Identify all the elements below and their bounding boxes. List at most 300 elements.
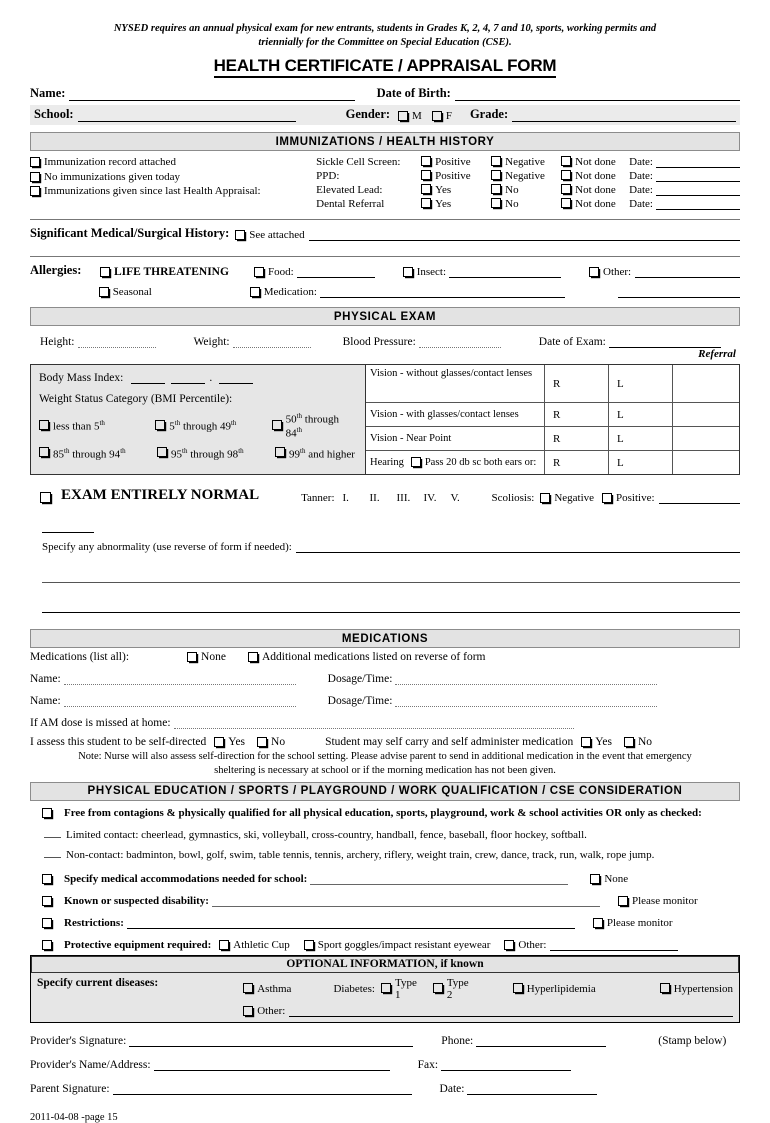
intro-line-2: triennially for the Committee on Special Education (CSE). (258, 37, 512, 49)
parent-date-input[interactable] (467, 1082, 597, 1095)
yes-checkbox[interactable] (421, 184, 431, 194)
screening-label: PPD: (316, 170, 340, 183)
self-directed-yes-checkbox[interactable] (214, 737, 224, 747)
medications-section-header: MEDICATIONS (30, 629, 740, 648)
disability-label: Known or suspected disability: (64, 894, 209, 907)
type2-label: Type 2 (446, 976, 469, 1001)
tanner-stage-3[interactable]: III. (396, 492, 411, 505)
abnormality-line-2 (30, 570, 740, 583)
type1-checkbox[interactable] (381, 983, 391, 993)
limited-contact-blank[interactable] (44, 827, 61, 838)
exam-normal-checkbox[interactable] (40, 492, 51, 503)
fax-label: Fax: (417, 1058, 439, 1071)
hearing-referral-cell[interactable] (672, 451, 739, 474)
pct-85-94-checkbox[interactable] (39, 447, 49, 457)
food-checkbox[interactable] (254, 267, 264, 277)
med-name-label: Name: (30, 673, 61, 686)
abnormality-input-1[interactable] (296, 539, 740, 553)
other-allergy-input[interactable] (635, 264, 740, 278)
exam-date-input[interactable] (609, 335, 721, 348)
hyperlipidemia-label: Hyperlipidemia (526, 982, 596, 995)
other-allergy-checkbox[interactable] (589, 267, 599, 277)
bmi-input-3[interactable] (219, 371, 253, 384)
provider-name-input[interactable] (154, 1058, 390, 1071)
insect-checkbox[interactable] (403, 267, 413, 277)
screening-option[interactable] (561, 156, 629, 168)
other-allergy-label: Other: (603, 266, 632, 279)
percentile-label: 50th through 84th (285, 412, 340, 440)
self-carry-no-checkbox[interactable] (624, 737, 634, 747)
tanner-label: Tanner: (301, 492, 335, 505)
notdone-checkbox[interactable] (561, 156, 571, 166)
goggles-label: Sport goggles/impact resistant eyewear (317, 938, 491, 951)
allergies-label: Allergies: (30, 263, 82, 278)
date-input[interactable] (656, 198, 740, 210)
percentile-label: 95th through 98th (171, 446, 244, 461)
disability-monitor-label: Please monitor (631, 894, 698, 907)
vision-hearing-table (366, 365, 739, 474)
diseases-options-row-2 (243, 1003, 733, 1017)
self-carry-yes-checkbox[interactable] (581, 737, 591, 747)
weight-label: Weight: (193, 336, 230, 349)
bmi-row (39, 371, 357, 384)
restrictions-label: Restrictions: (64, 916, 124, 929)
medications-list-label: Medications (list all): (30, 651, 130, 664)
footer-text: 2011-04-08 -page 15 (30, 1111, 118, 1123)
date-input[interactable] (656, 170, 740, 182)
gender-label: Gender: (345, 107, 391, 122)
parent-signature-input[interactable] (113, 1082, 412, 1095)
disability-checkbox[interactable] (42, 896, 52, 906)
screening-option[interactable] (491, 156, 561, 168)
option-label: Negative (505, 156, 545, 169)
none-given-checkbox[interactable] (30, 172, 40, 182)
self-directed-no-checkbox[interactable] (257, 737, 267, 747)
restrictions-row (30, 916, 740, 929)
food-label: Food: (268, 266, 294, 279)
hypertension-checkbox[interactable] (660, 983, 670, 993)
date-label: Date: (629, 198, 653, 211)
percentile-label: 85th through 94th (53, 446, 126, 461)
no-label: No (637, 736, 653, 749)
dob-label: Date of Birth: (376, 86, 451, 101)
intro-line-1: NYSED requires an annual physical exam for new entrants, students in Grades K, 2, 4, 7 and 10, sports, working permits and (113, 23, 657, 34)
free-from-checkbox[interactable] (42, 808, 52, 818)
bmi-label: Body Mass Index: (39, 372, 124, 385)
screening-option[interactable] (491, 170, 561, 182)
disability-row (30, 894, 740, 907)
name-input[interactable] (69, 87, 354, 101)
vision-left-cell[interactable]: L (608, 427, 672, 450)
non-contact-blank[interactable] (44, 847, 61, 858)
medications-note (30, 750, 740, 777)
disability-input[interactable] (212, 894, 600, 907)
table-row (366, 427, 739, 451)
scoliosis-positive-checkbox[interactable] (602, 493, 612, 503)
pct-99-checkbox[interactable] (275, 447, 285, 457)
dob-input[interactable] (455, 87, 740, 101)
am-dose-row (30, 716, 740, 729)
medication-allergy-checkbox[interactable] (250, 287, 260, 297)
gender-male-label: M (412, 110, 422, 123)
med-name-input-1[interactable] (64, 672, 296, 685)
notdone-checkbox[interactable] (561, 198, 571, 208)
date-label: Date: (629, 156, 653, 169)
optional-section-header: OPTIONAL INFORMATION, if known (31, 956, 739, 973)
pct-95-98-checkbox[interactable] (157, 447, 167, 457)
accommodations-input[interactable] (310, 872, 568, 885)
protective-checkbox[interactable] (42, 940, 52, 950)
bmi-panel (31, 365, 366, 474)
insect-label: Insect: (416, 266, 447, 279)
medications-top-row (30, 651, 740, 663)
meds-none-label: None (201, 651, 226, 664)
abnormality-input-3[interactable] (42, 600, 740, 613)
medication-allergy-label: Medication: (263, 286, 317, 299)
disease-other-input[interactable] (289, 1003, 733, 1017)
option-label: Yes (435, 198, 452, 211)
medication-allergy-input-2[interactable] (618, 285, 740, 298)
accommodations-none-label: None (604, 872, 629, 885)
disability-monitor-checkbox[interactable] (618, 896, 628, 906)
vision-referral-cell[interactable] (672, 427, 739, 450)
note-line-1: Note: Nurse will also assess self-direction for the school setting. Please advise parent to send in additional medication in the event that emergency sheltering is (78, 751, 692, 776)
note-line-2: necessary at school or if the morning medication has not been given. (267, 764, 556, 776)
name-row (30, 86, 740, 101)
no-checkbox[interactable] (491, 184, 501, 194)
screening-option[interactable] (561, 198, 629, 210)
negative-checkbox[interactable] (491, 156, 501, 166)
hearing-pass-checkbox[interactable] (411, 457, 421, 467)
abnormality-continuation[interactable] (42, 520, 94, 533)
immunizations-body (30, 156, 740, 212)
screening-option[interactable] (421, 170, 491, 182)
date-label: Date: (629, 170, 653, 183)
abnormality-line-3 (30, 600, 740, 613)
yes-checkbox[interactable] (421, 198, 431, 208)
percentile-row-1 (39, 412, 357, 439)
abnormality-input-2[interactable] (42, 570, 740, 583)
measurements-row (30, 335, 740, 348)
self-direction-row (30, 736, 740, 748)
accommodations-checkbox[interactable] (42, 874, 52, 884)
accommodations-label: Specify medical accommodations needed for school: (64, 872, 308, 885)
diseases-options-row-1 (243, 977, 733, 1001)
divider (30, 256, 740, 257)
see-attached-checkbox[interactable] (235, 230, 245, 240)
table-row (316, 198, 740, 210)
immunization-item-label: No immunizations given today (44, 170, 180, 183)
asthma-checkbox[interactable] (243, 983, 253, 993)
athletic-cup-checkbox[interactable] (219, 940, 229, 950)
provider-signature-row (30, 1034, 740, 1047)
positive-checkbox[interactable] (421, 170, 431, 180)
percentile-option[interactable] (272, 412, 357, 439)
bmi-input-1[interactable] (131, 371, 165, 384)
height-input[interactable] (78, 335, 156, 348)
screening-label: Sickle Cell Screen: (316, 156, 401, 169)
tanner-stages[interactable] (343, 492, 478, 504)
table-row (366, 365, 739, 403)
screening-option[interactable] (421, 156, 491, 168)
tanner-stage-4[interactable]: IV. (423, 492, 437, 505)
notdone-checkbox[interactable] (561, 184, 571, 194)
immunizations-section-header: IMMUNIZATIONS / HEALTH HISTORY (30, 132, 740, 151)
referral-label: Referral (698, 348, 736, 361)
vision-right-cell[interactable]: R (544, 403, 608, 426)
provider-signature-input[interactable] (129, 1034, 413, 1047)
screening-option[interactable] (491, 198, 561, 210)
hearing-label: Hearing (370, 457, 404, 469)
meds-additional-label: Additional medications listed on reverse of form (261, 651, 486, 664)
med-dosage-input-1[interactable] (395, 672, 657, 685)
am-dose-label: If AM dose is missed at home: (30, 717, 171, 730)
hyperlipidemia-checkbox[interactable] (513, 983, 523, 993)
hypertension-label: Hypertension (673, 982, 733, 995)
seasonal-checkbox[interactable] (99, 287, 109, 297)
see-attached-label: See attached (249, 229, 305, 242)
free-from-label: Free from contagions & physically qualified for all physical education, sports, playground, work & school activities OR only as checked: (64, 806, 702, 819)
hearing-pass-label: Pass 20 db sc both ears or: (424, 457, 537, 469)
medication-row-2 (30, 694, 740, 707)
date-label: Date: (629, 184, 653, 197)
hearing-right-cell[interactable]: R (544, 451, 608, 474)
am-dose-input[interactable] (174, 716, 574, 729)
percentile-option[interactable] (275, 447, 355, 461)
immunization-item-label: Immunization record attached (44, 156, 176, 169)
diseases-options (243, 977, 733, 1017)
vision-right-cell[interactable]: R (544, 365, 608, 402)
provider-name-label: Provider's Name/Address: (30, 1058, 151, 1071)
vision-desc: Vision - Near Point (370, 433, 452, 445)
pct-5-49-checkbox[interactable] (155, 420, 165, 430)
given-since-checkbox[interactable] (30, 186, 40, 196)
med-name-input-2[interactable] (64, 694, 296, 707)
diseases-label: Specify current diseases: (37, 976, 159, 989)
grade-label: Grade: (469, 107, 509, 122)
stamp-label: (Stamp below) (658, 1034, 727, 1047)
optional-info-box (30, 955, 740, 1023)
tanner-stage-2[interactable]: II. (369, 492, 380, 505)
fax-input[interactable] (441, 1058, 571, 1071)
option-label: Not done (575, 170, 616, 183)
med-dosage-label: Dosage/Time: (327, 695, 393, 708)
allergies-row-2 (30, 285, 740, 298)
exam-normal-label: EXAM ENTIRELY NORMAL (61, 487, 260, 504)
weight-status-label: Weight Status Category (BMI Percentile): (39, 393, 233, 406)
grade-input[interactable] (512, 108, 736, 122)
diseases-row (31, 973, 739, 1022)
parent-signature-row (30, 1082, 740, 1095)
self-directed-label: I assess this student to be self-directed (30, 736, 207, 749)
restrictions-monitor-label: Please monitor (606, 916, 673, 929)
option-label: No (505, 198, 519, 211)
vision-desc: Vision - without glasses/contact lenses (370, 368, 533, 380)
percentile-row-2 (39, 447, 357, 461)
protective-other-label: Other: (518, 938, 547, 951)
option-label: Negative (505, 170, 545, 183)
bp-label: Blood Pressure: (342, 336, 416, 349)
exam-table (30, 364, 740, 475)
percentile-label: 5th through 49th (169, 419, 237, 433)
immunization-item-label: Immunizations given since last Health Appraisal: (44, 185, 261, 198)
positive-checkbox[interactable] (421, 156, 431, 166)
gender-female-label: F (445, 110, 452, 123)
type1-label: Type 1 (395, 976, 417, 1001)
protective-row (30, 938, 740, 951)
no-label: No (271, 736, 286, 749)
life-threatening-checkbox[interactable] (100, 267, 110, 277)
percentile-option[interactable] (155, 412, 271, 439)
percentile-option[interactable] (157, 447, 275, 461)
medication-row-1 (30, 672, 740, 685)
provider-signature-label: Provider's Signature: (30, 1034, 127, 1047)
record-attached-checkbox[interactable] (30, 157, 40, 167)
divider (30, 219, 740, 220)
phone-label: Phone: (441, 1034, 474, 1047)
scoliosis-positive-label: Positive: (616, 492, 655, 505)
bmi-decimal: . (209, 372, 213, 385)
option-label: Yes (435, 184, 452, 197)
tanner-stage-5[interactable]: V. (450, 492, 460, 505)
disease-other-label: Other: (257, 1004, 286, 1017)
date-label: Date: (439, 1082, 465, 1095)
vision-right-cell[interactable]: R (544, 427, 608, 450)
percentile-label: less than 5th (53, 419, 105, 433)
option-label: Positive (435, 156, 471, 169)
screening-option[interactable] (421, 184, 491, 196)
limited-contact-row[interactable] (30, 825, 740, 843)
limited-contact-label: Limited contact: cheerlead, gymnastics, ski, volleyball, cross-country, handball, fence, baseball, floor hockey, softball. (66, 828, 587, 841)
protective-label: Protective equipment required: (64, 938, 212, 951)
scoliosis-negative-checkbox[interactable] (540, 493, 550, 503)
meds-additional-checkbox[interactable] (248, 652, 258, 662)
table-row (366, 451, 739, 474)
med-dosage-input-2[interactable] (395, 694, 657, 707)
option-label: Not done (575, 198, 616, 211)
accommodations-row (30, 872, 740, 885)
athletic-cup-label: Athletic Cup (233, 938, 290, 951)
yes-label: Yes (595, 736, 612, 749)
school-input[interactable] (78, 108, 296, 122)
medical-history-row (30, 226, 740, 241)
medication-allergy-input[interactable] (320, 285, 565, 298)
bmi-input-2[interactable] (171, 371, 205, 384)
name-label: Name: (30, 86, 66, 101)
option-label: Not done (575, 156, 616, 169)
exam-normal-row (30, 487, 740, 504)
meds-none-checkbox[interactable] (187, 652, 197, 662)
date-input[interactable] (656, 184, 740, 196)
hearing-left-cell[interactable]: L (608, 451, 672, 474)
table-row (316, 170, 740, 182)
vision-referral-cell[interactable] (672, 365, 739, 402)
insect-input[interactable] (449, 265, 561, 278)
vision-referral-cell[interactable] (672, 403, 739, 426)
option-label: Positive (435, 170, 471, 183)
accommodations-none-checkbox[interactable] (590, 874, 600, 884)
yes-label: Yes (228, 736, 246, 749)
history-label: Significant Medical/Surgical History: (30, 226, 230, 241)
protective-other-checkbox[interactable] (504, 940, 514, 950)
page-title: HEALTH CERTIFICATE / APPRAISAL FORM (30, 56, 740, 76)
history-input[interactable] (309, 227, 740, 241)
allergies-row-1 (30, 263, 740, 278)
goggles-checkbox[interactable] (304, 940, 314, 950)
immunization-checklist (30, 156, 316, 212)
abnormality-label: Specify any abnormality (use reverse of form if needed): (42, 541, 292, 554)
table-row (366, 403, 739, 427)
percentile-label: 99th and higher (289, 446, 355, 461)
phone-input[interactable] (476, 1034, 606, 1047)
table-row (316, 156, 740, 168)
gender-female-checkbox[interactable] (432, 111, 442, 121)
intro-note (30, 22, 740, 50)
list-item[interactable] (30, 156, 316, 168)
non-contact-label: Non-contact: badminton, bowl, golf, swim, table tennis, tennis, archery, riflery, weight train, crew, dance, track, run, walk, rope jump. (66, 848, 655, 861)
percentile-option[interactable] (39, 447, 157, 461)
pct-lt5-checkbox[interactable] (39, 420, 49, 430)
screening-option[interactable] (421, 198, 491, 210)
physical-exam-section-header: PHYSICAL EXAM (30, 307, 740, 326)
vision-left-cell[interactable]: L (608, 365, 672, 402)
abnormality-row (30, 539, 740, 553)
non-contact-row[interactable] (30, 845, 740, 863)
diabetes-label: Diabetes: (333, 982, 375, 995)
asthma-label: Asthma (257, 982, 292, 995)
screening-label: Elevated Lead: (316, 184, 383, 197)
weight-input[interactable] (233, 335, 311, 348)
school-row (30, 105, 740, 125)
free-from-row (30, 807, 740, 819)
screening-option[interactable] (561, 184, 629, 196)
screening-option[interactable] (491, 184, 561, 196)
no-checkbox[interactable] (491, 198, 501, 208)
type2-checkbox[interactable] (433, 983, 443, 993)
school-label: School: (34, 107, 74, 122)
list-item[interactable] (30, 171, 316, 183)
food-input[interactable] (297, 265, 375, 278)
screening-option[interactable] (561, 170, 629, 182)
tanner-stage-1[interactable]: I. (342, 492, 349, 505)
list-item[interactable] (30, 185, 316, 197)
option-label: Not done (575, 184, 616, 197)
percentile-option[interactable] (39, 412, 155, 439)
scoliosis-positive-input[interactable] (659, 490, 740, 504)
negative-checkbox[interactable] (491, 170, 501, 180)
bp-input[interactable] (419, 335, 501, 348)
option-label: No (505, 184, 519, 197)
protective-other-input[interactable] (550, 938, 678, 951)
seasonal-label: Seasonal (112, 286, 152, 299)
date-input[interactable] (656, 156, 740, 168)
gender-male-checkbox[interactable] (398, 111, 408, 121)
parent-signature-label: Parent Signature: (30, 1082, 110, 1095)
life-threatening-label: LIFE THREATENING (114, 266, 229, 279)
vision-desc: Vision - with glasses/contact lenses (370, 409, 519, 421)
vision-left-cell[interactable]: L (608, 403, 672, 426)
provider-name-row (30, 1058, 740, 1071)
restrictions-checkbox[interactable] (42, 918, 52, 928)
pct-50-84-checkbox[interactable] (272, 420, 282, 430)
screening-label: Dental Referral (316, 198, 385, 211)
disease-other-checkbox[interactable] (243, 1006, 253, 1016)
notdone-checkbox[interactable] (561, 170, 571, 180)
restrictions-input[interactable] (127, 916, 575, 929)
med-dosage-label: Dosage/Time: (327, 673, 393, 686)
restrictions-monitor-checkbox[interactable] (593, 918, 603, 928)
pe-section-header: PHYSICAL EDUCATION / SPORTS / PLAYGROUND / WORK QUALIFICATION / CSE CONSIDERATION (30, 782, 740, 801)
